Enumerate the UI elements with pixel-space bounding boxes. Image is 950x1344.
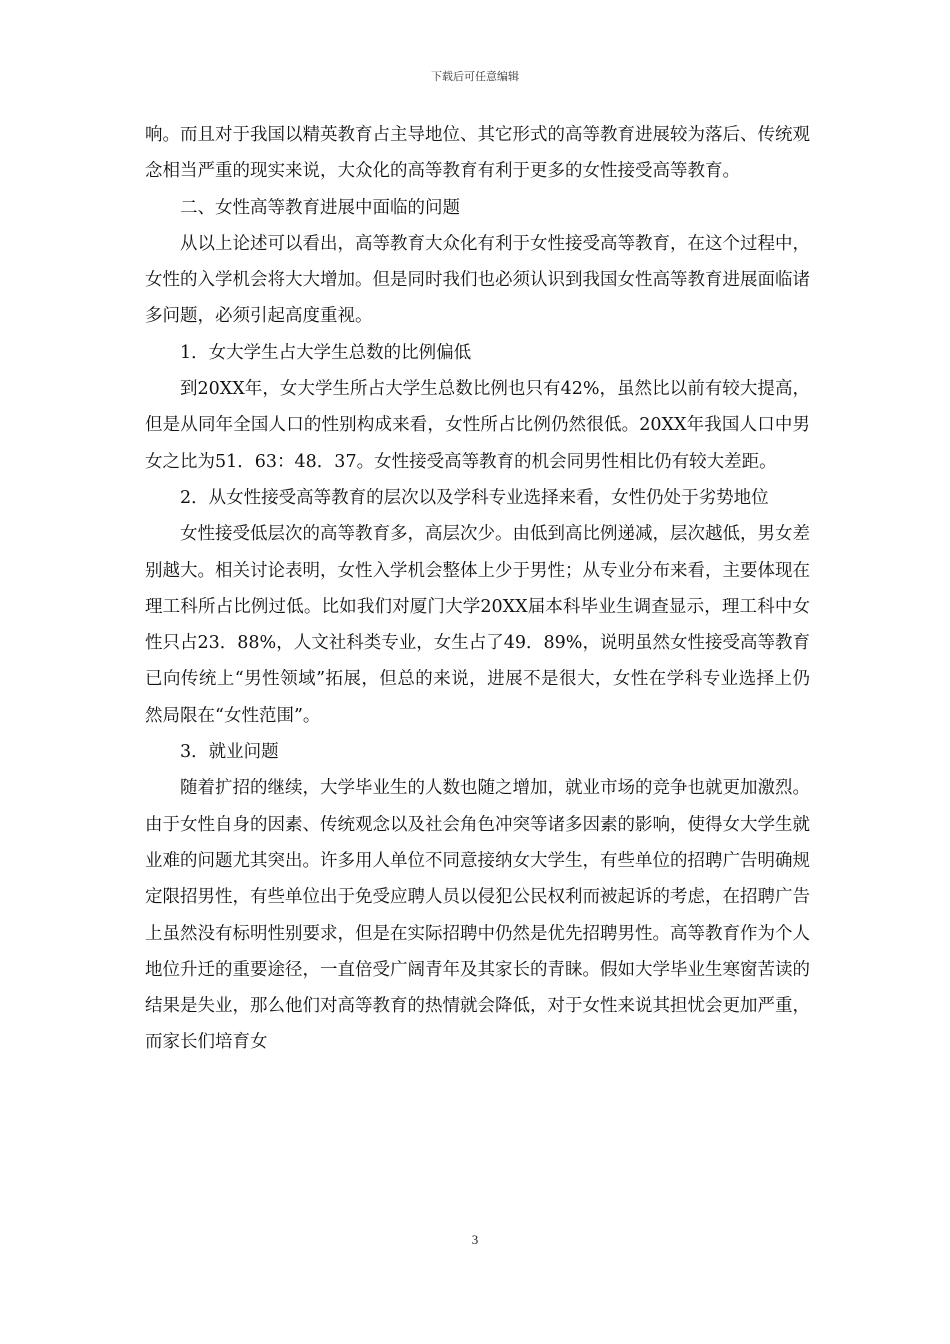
section-heading: 二、女性高等教育进展中面临的问题 (180, 197, 460, 218)
paragraph-continuation: 响。而且对于我国以精英教育占主导地位、其它形式的高等教育进展较为落后、传统观念相当严重的现实来说，大众化的高等教育有利于更多的女性接受高等教育。 (145, 125, 810, 182)
paragraph: 随着扩招的继续，大学毕业生的人数也随之增加，就业市场的竞争也就更加激烈。由于女性自身的因素、传统观念以及社会角色冲突等诸多因素的影响，使得女大学生就业难的问题尤其突出。许多用人单位不同意接纳女大学生，有些单位的招聘广告明确规定限招男性，有些单位出于免受应聘人员以侵犯公民权利而被起诉的考虑，在招聘广告上虽然没有标明性别要求，但是在实际招聘中仍然是优先招聘男性。高等教育作为个人地位升迁的重要途径，一直倍受广阔青年及其家长的青睐。假如大学毕业生寒窗苦读的结果是失业，那么他们对高等教育的热情就会降低，对于女性来说其担忧会更加严重，而家长们培育女 (145, 778, 810, 1053)
page-header: 下载后可任意编辑 (431, 70, 519, 83)
subsection-heading: 3．就业问题 (180, 742, 279, 763)
body-text (145, 117, 810, 1061)
paragraph: 女性接受低层次的高等教育多，高层次少。由低到高比例递减，层次越低，男女差别越大。相关讨论表明，女性入学机会整体上少于男性；从专业分布来看，主要体现在理工科所占比例过低。比如我们对厦门大学20XX届本科毕业生调查显示，理工科中女性只占23．88%，人文社科类专业，女生占了49．89%，说明虽然女性接受高等教育已向传统上“男性领域”拓展，但总的来说，进展不是很大，女性在学科专业选择上仍然局限在“女性范围”。 (145, 524, 810, 726)
page-number: 3 (471, 1232, 479, 1247)
subsection-heading: 1．女大学生占大学生总数的比例偏低 (180, 342, 472, 363)
paragraph: 从以上论述可以看出，高等教育大众化有利于女性接受高等教育，在这个过程中，女性的入学机会将大大增加。但是同时我们也必须认识到我国女性高等教育进展面临诸多问题，必须引起高度重视。 (145, 233, 810, 327)
paragraph: 到20XX年，女大学生所占大学生总数比例也只有42%，虽然比以前有较大提高，但是从同年全国人口的性别构成来看，女性所占比例仍然很低。20XX年我国人口中男女之比为51．63：48．37。女性接受高等教育的机会同男性相比仍有较大差距。 (145, 379, 810, 472)
subsection-heading: 2．从女性接受高等教育的层次以及学科专业选择来看，女性仍处于劣势地位 (180, 487, 769, 508)
